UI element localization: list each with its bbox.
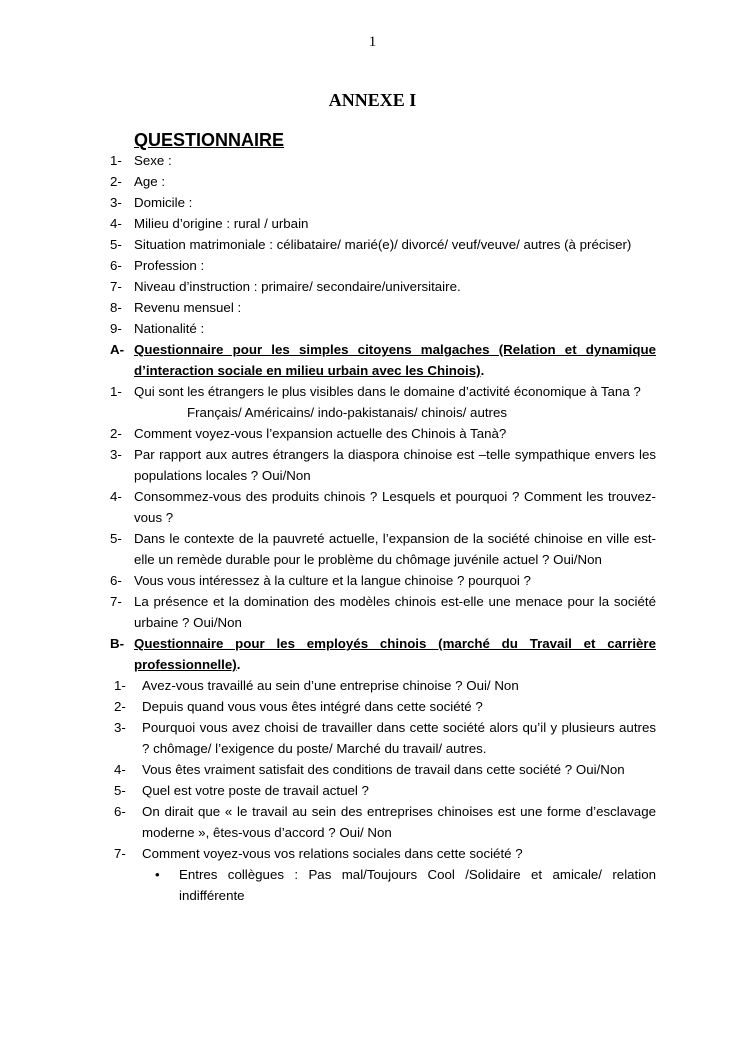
list-item: 6- Vous vous intéressez à la culture et la langue chinoise ? pourquoi ? — [110, 573, 531, 588]
list-item: 5- Dans le contexte de la pauvreté actuelle, l’expansion de la société chinoise en ville est-elle un remède durable pour le problème du chômage juvénile actuel ? Oui/Non — [110, 531, 656, 567]
list-item: 1- Sexe : — [110, 153, 172, 168]
bullet-item: • Entres collègues : Pas mal/Toujours Cool /Solidaire et amicale/ relation indifférente — [110, 864, 656, 906]
list-item: 4- Consommez-vous des produits chinois ? Lesquels et pourquoi ? Comment les trouvez-vous ? — [110, 489, 656, 525]
answer-options: Français/ Américains/ indo-pakistanais/ chinois/ autres — [187, 405, 508, 420]
list-item: 3- Domicile : — [110, 195, 193, 210]
page-number: 1 — [368, 34, 377, 50]
list-item: 3- Par rapport aux autres étrangers la diaspora chinoise est –telle sympathique envers les populations locales ? Oui/Non — [110, 447, 656, 483]
list-item: 5- Quel est votre poste de travail actuel ? — [114, 783, 369, 798]
annex-title: ANNEXE I — [328, 90, 417, 110]
list-item: 6- On dirait que « le travail au sein des entreprises chinoises est une forme d’esclavage moderne », êtes-vous d’accord ? Oui/ Non — [114, 804, 656, 840]
list-item: 2- Depuis quand vous vous êtes intégré dans cette société ? — [114, 699, 483, 714]
list-item: 9- Nationalité : — [110, 321, 205, 336]
list-item: 7- La présence et la domination des modèles chinois est-elle une menace pour la société urbaine ? Oui/Non — [110, 594, 656, 630]
list-item: 4- Vous êtes vraiment satisfait des conditions de travail dans cette société ? Oui/Non — [114, 762, 625, 777]
list-item: 1- Avez-vous travaillé au sein d’une entreprise chinoise ? Oui/ Non — [114, 678, 519, 693]
list-item: 8- Revenu mensuel : — [110, 300, 242, 315]
bullet-icon: • — [155, 867, 160, 882]
section-b-heading: B- Questionnaire pour les employés chinois (marché du Travail et carrière professionnelle). — [110, 636, 656, 672]
list-item: 5- Situation matrimoniale : célibataire/ marié(e)/ divorcé/ veuf/veuve/ autres (à préciser) — [110, 237, 632, 252]
section-a-heading: A- Questionnaire pour les simples citoyens malgaches (Relation et dynamique d’interaction sociale en milieu urbain avec les Chinois). — [110, 342, 656, 378]
questionnaire-title: QUESTIONNAIRE — [134, 130, 285, 150]
questionnaire-body — [110, 150, 656, 906]
list-item: 4- Milieu d’origine : rural / urbain — [110, 216, 309, 231]
list-item: 3- Pourquoi vous avez choisi de travailler dans cette société alors qu’il y plusieurs autres ? chômage/ l’exigence du poste/ Marché du travail/ autres. — [114, 720, 656, 756]
list-item: 2- Age : — [110, 174, 166, 189]
list-item: 2- Comment voyez-vous l’expansion actuelle des Chinois à Tanà? — [110, 426, 507, 441]
list-item: 7- Comment voyez-vous vos relations sociales dans cette société ? — [114, 846, 523, 861]
list-item: 7- Niveau d’instruction : primaire/ secondaire/universitaire. — [110, 279, 461, 294]
list-item: 6- Profession : — [110, 258, 205, 273]
list-item: 1- Qui sont les étrangers le plus visibles dans le domaine d’activité économique à Tana ? — [110, 384, 641, 399]
